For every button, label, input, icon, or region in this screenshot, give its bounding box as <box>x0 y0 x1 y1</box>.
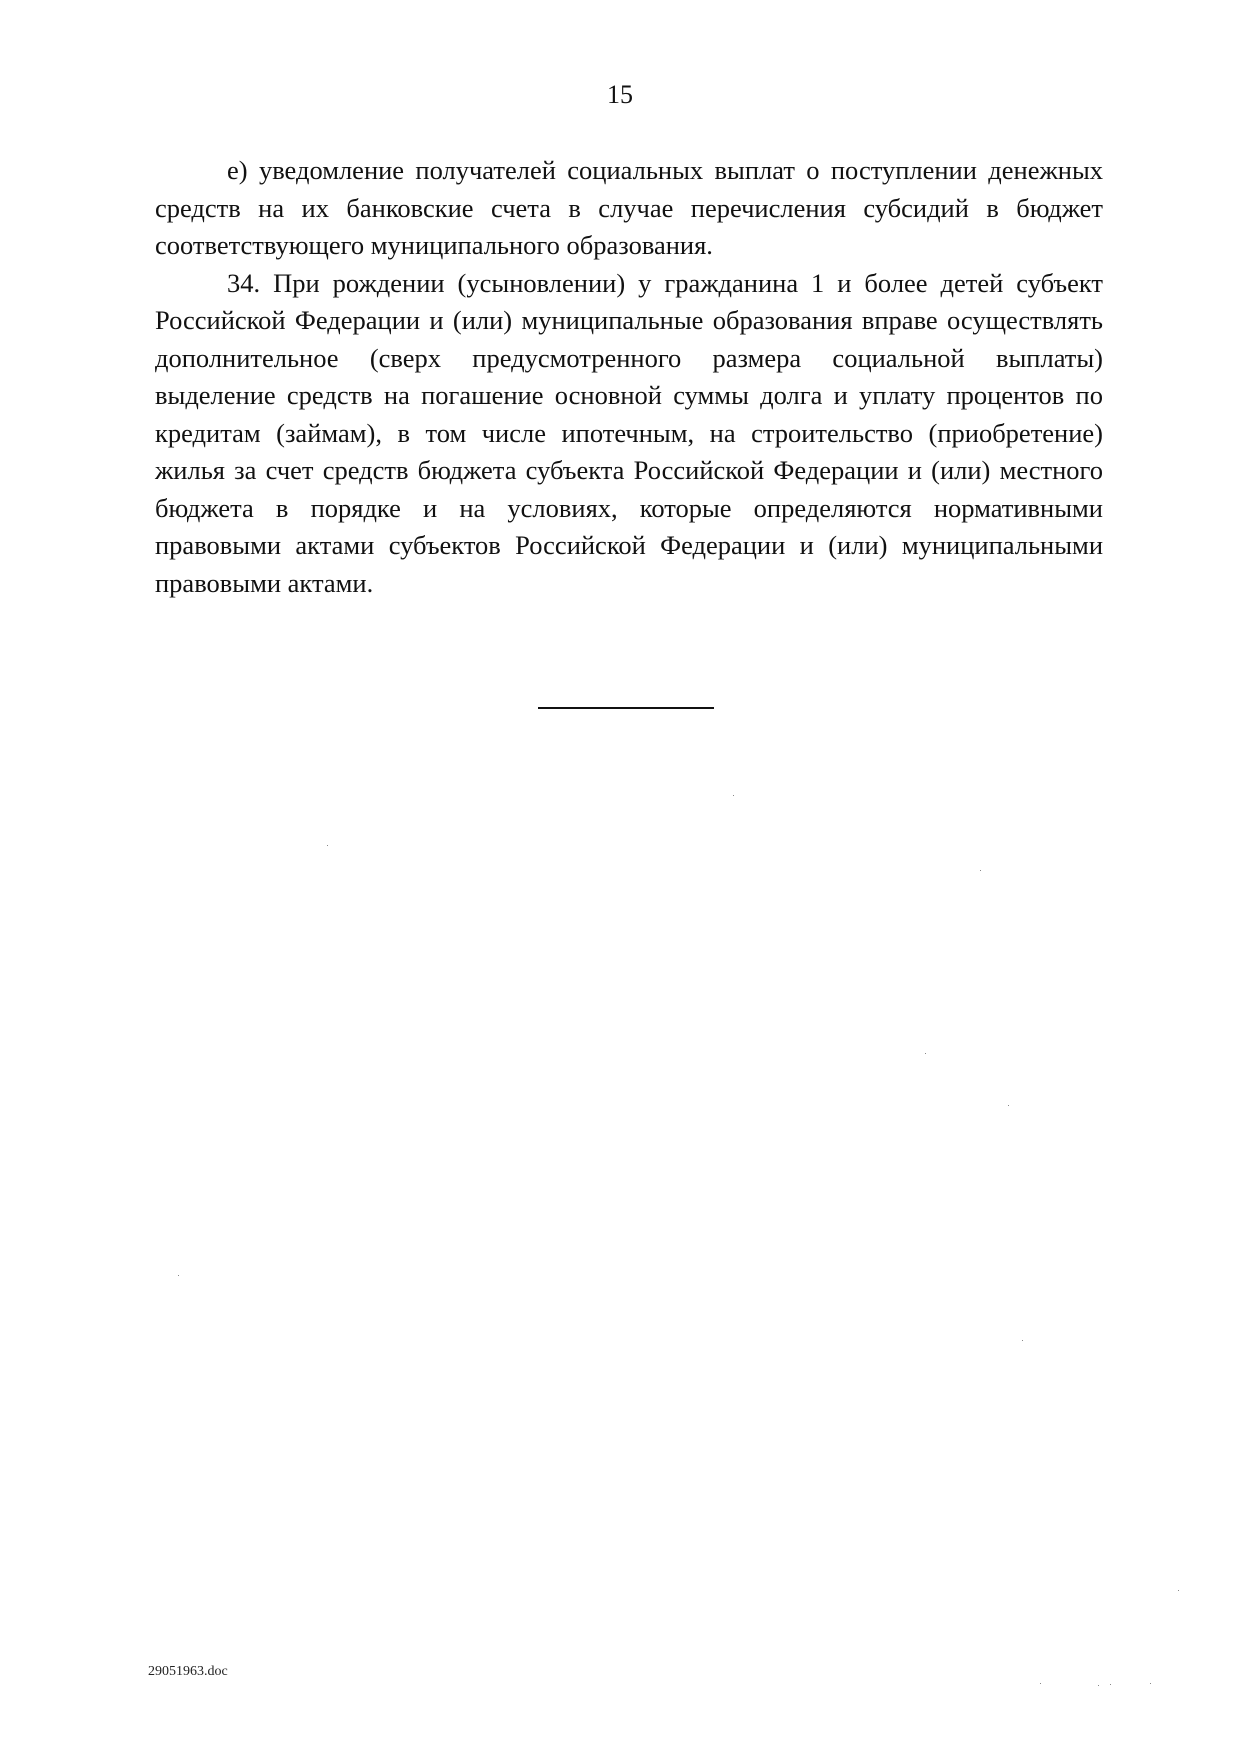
page-number: 15 <box>607 80 633 109</box>
paragraph-item-e: е) уведомление получателей социальных выплат о поступлении денежных средств на их банковские счета в случае перечисления субсидий в бюджет соответствующего муниципального образования. <box>155 155 1103 260</box>
scan-speck <box>1098 1685 1099 1686</box>
end-separator-line <box>538 707 714 709</box>
scan-speck <box>925 1053 926 1054</box>
scan-speck <box>1022 1340 1023 1341</box>
scan-speck <box>1150 1683 1151 1684</box>
scan-speck <box>733 795 734 796</box>
paragraph-item-34: 34. При рождении (усыновлении) у гражданина 1 и более детей субъект Российской Федерации и (или) муниципальные образования вправе осуществлять дополнительное (сверх предусмотренного размера социальной выплаты) выделение средств на погашение основной суммы долга и уплату процентов по кредитам (займам), в том числе ипотечным, на строительство (приобретение) жилья за счет средств бюджета субъекта Российской Федерации и (или) местного бюджета в порядке и на условиях, которые определяются нормативными правовыми актами субъектов Российской Федерации и (или) муниципальными правовыми актами. <box>155 267 1103 598</box>
scan-speck <box>1008 1105 1009 1106</box>
scan-speck <box>1178 1590 1179 1591</box>
scan-speck <box>327 845 328 846</box>
scan-speck <box>1040 1683 1041 1684</box>
footer-filename: 29051963.doc <box>148 1664 228 1679</box>
document-body <box>155 152 1103 602</box>
scan-speck <box>178 1275 179 1276</box>
scan-speck <box>980 870 981 871</box>
scan-speck <box>1110 1684 1111 1685</box>
